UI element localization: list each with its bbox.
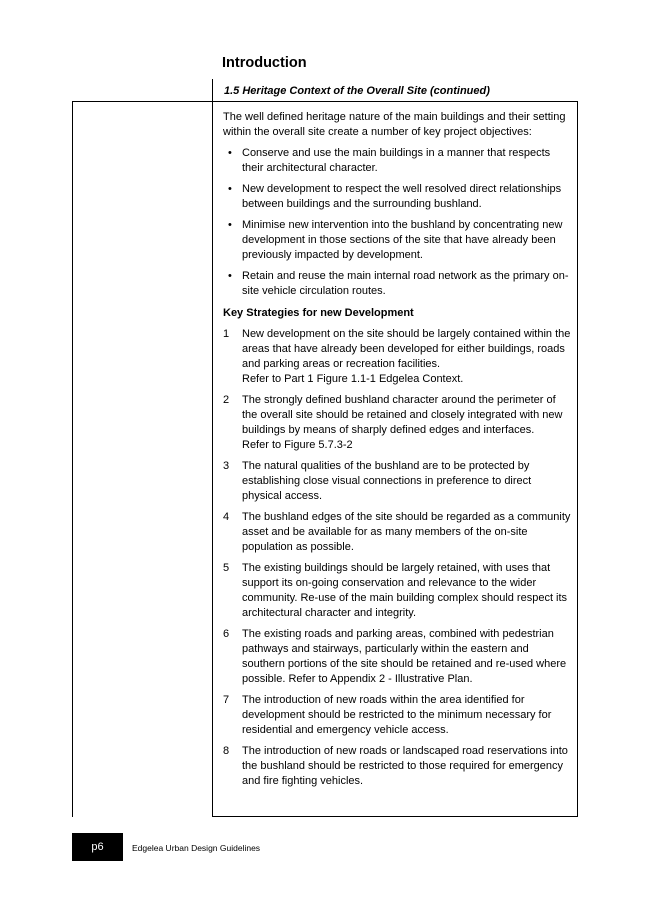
strategy-number: 6 xyxy=(223,628,230,640)
strategies-list xyxy=(223,327,571,789)
frame-column-divider xyxy=(212,101,213,817)
strategy-number: 1 xyxy=(223,328,230,340)
strategy-text: New development on the site should be largely contained within the areas that have already been developed for either buildings, roads and parking areas or recreation facilities. xyxy=(242,328,571,370)
strategy-number: 7 xyxy=(223,694,230,706)
strategy-text: The strongly defined bushland character around the perimeter of the overall site should be retained and closely integrated with new buildings by means of sharply defined edges and interfaces. xyxy=(242,394,563,436)
main-content xyxy=(223,110,571,795)
strategy-item xyxy=(223,510,571,555)
strategy-item xyxy=(223,459,571,504)
strategy-text: The natural qualities of the bushland are to be protected by establishing close visual connections in preference to direct physical access. xyxy=(242,460,532,502)
strategy-item xyxy=(223,393,571,453)
strategy-item xyxy=(223,693,571,738)
frame-bottom-border xyxy=(212,816,578,817)
strategies-heading: Key Strategies for new Development xyxy=(223,307,414,319)
bullet-icon: • xyxy=(228,183,232,195)
footer-page-number: p6 xyxy=(72,833,123,861)
strategy-number: 8 xyxy=(223,745,230,757)
frame-right-border xyxy=(577,101,578,817)
strategy-item xyxy=(223,744,571,789)
strategy-text: The bushland edges of the site should be regarded as a community asset and be available for as many members of the on-site population as possible. xyxy=(242,511,571,553)
objective-text: Conserve and use the main buildings in a manner that respects their architectural character. xyxy=(242,147,551,174)
strategy-item xyxy=(223,627,571,687)
divider-vertical-top xyxy=(212,79,213,102)
strategy-number: 3 xyxy=(223,460,230,472)
strategy-text: The introduction of new roads or landscaped road reservations into the bushland should be restricted to those required for emergency and fire fighting vehicles. xyxy=(242,745,568,787)
strategy-reference: Refer to Figure 5.7.3-2 xyxy=(242,439,353,451)
objective-item xyxy=(223,218,571,263)
frame-left-border xyxy=(72,101,73,817)
footer-document-title: Edgelea Urban Design Guidelines xyxy=(132,843,261,853)
frame-top-border xyxy=(72,101,578,102)
section-heading: 1.5 Heritage Context of the Overall Site (continued) xyxy=(224,85,490,97)
bullet-icon: • xyxy=(228,147,232,159)
objective-item xyxy=(223,269,571,299)
objective-item xyxy=(223,146,571,176)
strategy-number: 4 xyxy=(223,511,230,523)
strategy-reference: Refer to Part 1 Figure 1.1-1 Edgelea Context. xyxy=(242,373,464,385)
intro-paragraph: The well defined heritage nature of the main buildings and their setting within the overall site create a number of key project objectives: xyxy=(223,111,566,138)
strategy-item xyxy=(223,327,571,387)
strategy-text: The introduction of new roads within the area identified for development should be restricted to the minimum necessary for residential and emergency vehicle access. xyxy=(242,694,552,736)
objective-text: Retain and reuse the main internal road network as the primary on-site vehicle circulation routes. xyxy=(242,270,569,297)
strategy-number: 5 xyxy=(223,562,230,574)
strategy-text: The existing roads and parking areas, combined with pedestrian pathways and stairways, particularly within the eastern and southern portions of the site should be retained and re-used where possible. Refer to Appendix 2 - Illustrative Plan. xyxy=(242,628,567,685)
page-title: Introduction xyxy=(222,55,307,71)
bullet-icon: • xyxy=(228,270,232,282)
strategy-text: The existing buildings should be largely retained, with uses that support its on-going conservation and relevance to the wider community. Re-use of the main building complex should respect its architectural character and integrity. xyxy=(242,562,568,619)
objectives-list xyxy=(223,146,571,299)
strategy-item xyxy=(223,561,571,621)
objective-text: New development to respect the well resolved direct relationships between buildings and the surrounding bushland. xyxy=(242,183,562,210)
strategy-number: 2 xyxy=(223,394,230,406)
objective-item xyxy=(223,182,571,212)
objective-text: Minimise new intervention into the bushland by concentrating new development in those sections of the site that have already been previously impacted by development. xyxy=(242,219,563,261)
bullet-icon: • xyxy=(228,219,232,231)
